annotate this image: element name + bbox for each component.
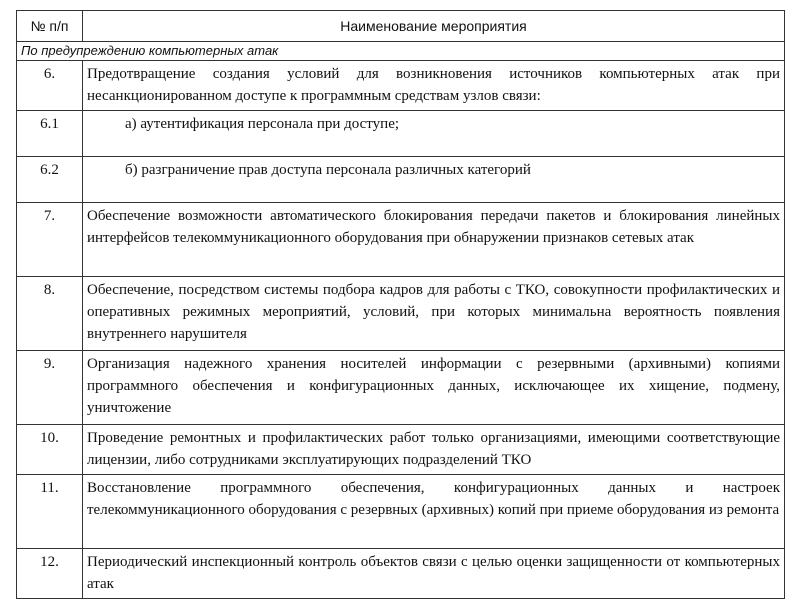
- row-number: 6.2: [17, 157, 83, 203]
- table-row: [17, 549, 785, 599]
- section-title: По предупреждению компьютерных атак: [17, 42, 785, 61]
- measures-document: [16, 10, 784, 599]
- header-number: № п/п: [17, 11, 83, 42]
- table-row: [17, 203, 785, 277]
- table-row: [17, 61, 785, 111]
- row-number: 6.: [17, 61, 83, 111]
- row-text: Предотвращение создания условий для возникновения источников компьютерных атак при несанкционированном доступе к программным средствам узлов связи:: [83, 61, 785, 111]
- row-text: Проведение ремонтных и профилактических работ только организациями, имеющими соответствующие лицензии, либо сотрудниками эксплуатирующих подразделений ТКО: [83, 425, 785, 475]
- table-row: [17, 277, 785, 351]
- row-number: 7.: [17, 203, 83, 277]
- row-number: 12.: [17, 549, 83, 599]
- table-row: [17, 351, 785, 425]
- row-text: б) разграничение прав доступа персонала различных категорий: [83, 157, 785, 203]
- measures-table: [16, 10, 785, 599]
- table-row: [17, 111, 785, 157]
- table-row: [17, 157, 785, 203]
- row-number: 6.1: [17, 111, 83, 157]
- row-text: Обеспечение возможности автоматического блокирования передачи пакетов и блокирования линейных интерфейсов телекоммуникационного оборудования при обнаружении признаков сетевых атак: [83, 203, 785, 277]
- header-name: Наименование мероприятия: [83, 11, 785, 42]
- row-number: 11.: [17, 475, 83, 549]
- row-text: Организация надежного хранения носителей информации с резервными (архивными) копиями программного обеспечения и конфигурационных данных, исключающее их хищение, подмену, уничтожение: [83, 351, 785, 425]
- row-text: Периодический инспекционный контроль объектов связи с целью оценки защищенности от компьютерных атак: [83, 549, 785, 599]
- table-row: [17, 475, 785, 549]
- section-row: [17, 42, 785, 61]
- row-text: Восстановление программного обеспечения, конфигурационных данных и настроек телекоммуникационного оборудования с резервных (архивных) копий при приеме оборудования из ремонта: [83, 475, 785, 549]
- row-number: 8.: [17, 277, 83, 351]
- table-header-row: [17, 11, 785, 42]
- table-row: [17, 425, 785, 475]
- row-number: 9.: [17, 351, 83, 425]
- row-text: а) аутентификация персонала при доступе;: [83, 111, 785, 157]
- row-number: 10.: [17, 425, 83, 475]
- row-text: Обеспечение, посредством системы подбора кадров для работы с ТКО, совокупности профилактических и оперативных режимных мероприятий, условий, при которых минимальна вероятность появления внутреннего нарушителя: [83, 277, 785, 351]
